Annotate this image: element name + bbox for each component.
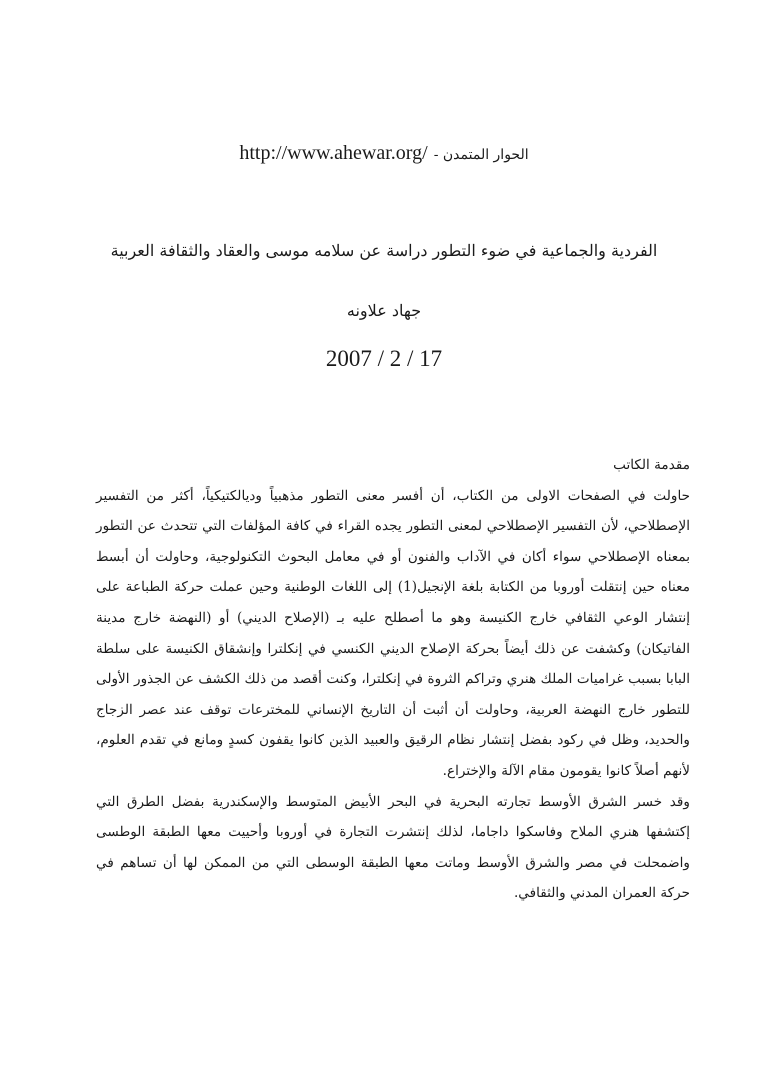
article-body — [96, 450, 690, 909]
article-author: جهاد علاونه — [346, 301, 422, 320]
site-url-link[interactable]: http://www.ahewar.org/ — [239, 142, 428, 164]
section-heading: مقدمة الكاتب — [613, 457, 690, 473]
page-header — [0, 140, 768, 168]
body-paragraph: حاولت في الصفحات الاولى من الكتاب، أن أفسر معنى التطور مذهبياً وديالكتيكياً، أكثر من التفسير الإصطلاحي، لأن التفسير الإصطلاحي لمعنى التطور يجده القراء في كافة المؤلفات التي تتحدث عن التطور بمعناه الإصطلاحي سواء أكان في الآداب والفنون أو في معامل البحوث التكنولوجية، وحاولت أن أبسط معناه حين إنتقلت أوروبا من الكتابة بلغة الإنجيل(1) إلى اللغات الوطنية وحين عملت حركة الطباعة على إنتشار الوعي الثقافي خارج الكنيسة وهو ما أصطلح عليه بـ (الإصلاح الديني) أو (النهضة خارج مدينة الفاتيكان) وكشفت عن ذلك أيضاً بحركة الإصلاح الديني الكنسي في إنكلترا وإنشقاق الكنيسة على سلطة البابا بسبب غراميات الملك هنري وتراكم الثروة في إنكلترا، وكنت أقصد من ذلك الكشف عن الجذور الأولى للتطور خارج النهضة العربية، وحاولت أن أثبت أن التاريخ الإنساني للمخترعات توقف عند عصر الزجاج والحديد، وظل في ركود بفضل إنتشار نظام الرقيق والعبيد الذين كانوا يقفون كسدٍ ومانع في تقدم العلوم، لأنهم أصلاً كانوا يقومون مقام الآلة والإختراع. — [96, 487, 690, 779]
article-title: الفردية والجماعية في ضوء التطور دراسة عن سلامه موسى والعقاد والثقافة العربية — [110, 241, 658, 260]
body-paragraph: وقد خسر الشرق الأوسط تجارته البحرية في البحر الأبيض المتوسط والإسكندرية بفضل الطرق التي إكتشفها هنري الملاح وفاسكوا داجاما، لذلك إنتشرت التجارة في أوروبا وأحييت معها الطبقة الوطسى واضمحلت في مصر والشرق الأوسط وماتت معها الطبقة الوسطى التي من الممكن لها أن تساهم في حركة العمران المدني والثقافي. — [96, 793, 690, 902]
article-date: 2007 / 2 / 17 — [325, 346, 443, 371]
site-name: الحوار المتمدن - — [433, 147, 529, 163]
